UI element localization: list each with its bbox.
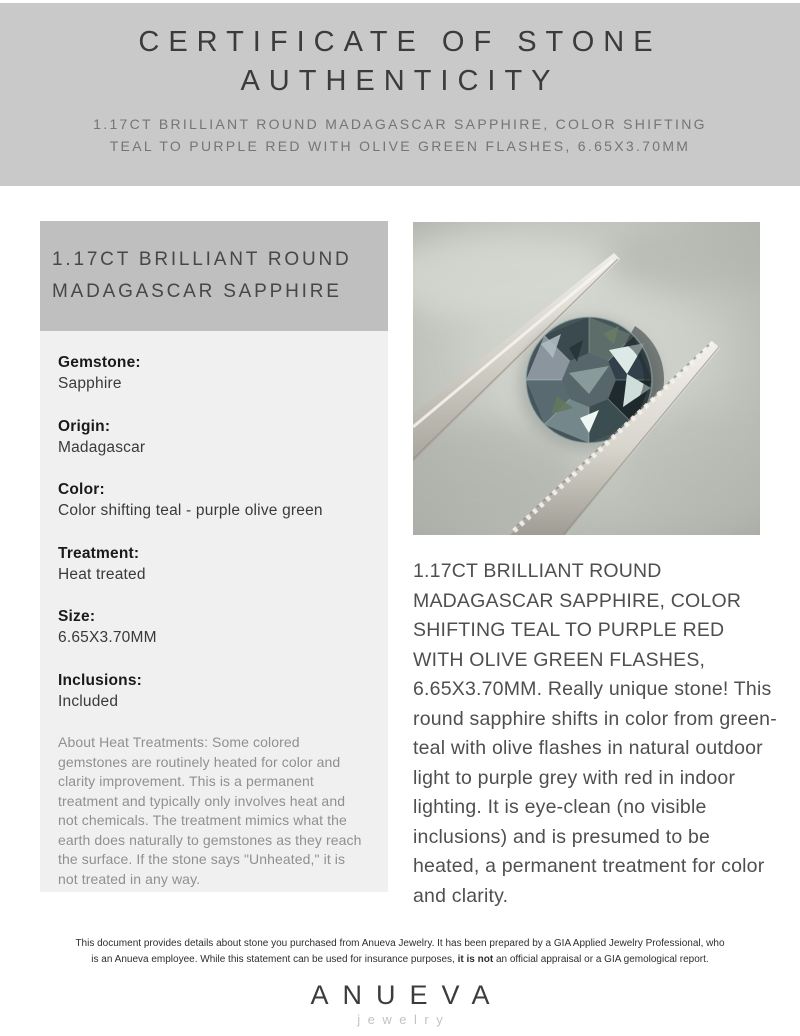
spec-row-gemstone <box>58 352 366 395</box>
spec-row-origin <box>58 416 366 459</box>
spec-label: Size: <box>58 608 96 625</box>
spec-row-size <box>58 606 366 649</box>
disclaimer-text-end: an official appraisal or a GIA gemological report. <box>493 953 709 965</box>
footer-disclaimer <box>74 936 726 967</box>
spec-value: Madagascar <box>58 438 146 456</box>
spec-label: Treatment: <box>58 544 140 562</box>
spec-value: Included <box>58 692 119 710</box>
stone-details-panel <box>40 331 388 892</box>
spec-row-inclusions <box>58 670 366 713</box>
certificate-header <box>0 3 800 186</box>
page-title: CERTIFICATE OF STONE AUTHENTICITY <box>138 26 662 97</box>
spec-label: Color: <box>58 481 105 498</box>
spec-label: Gemstone: <box>58 354 141 371</box>
spec-row-color <box>58 479 366 522</box>
brand-logo-name: ANUEVA <box>310 980 504 1010</box>
heat-treatment-note: About Heat Treatments: Some colored gemstones are routinely heated for color and clarity improvement. This is a permanent treatment and typically only involves heat and not chemicals. The treatment mimics what the earth does naturally to gemstones as they reach the surface. If the stone says "Unheated," it is not treated in any way. <box>58 734 362 887</box>
stone-description: 1.17CT BRILLIANT ROUND MADAGASCAR SAPPHIRE, COLOR SHIFTING TEAL TO PURPLE RED WITH OLIVE GREEN FLASHES, 6.65X3.70MM. Really unique stone! This round sapphire shifts in color from green-teal with olive flashes in natural outdoor light to purple grey with red in indoor lighting. It is eye-clean (no visible inclusions) and is presumed to be heated, a permanent treatment for color and clarity. <box>413 560 777 907</box>
brand-logo <box>0 980 800 1027</box>
stone-title: 1.17CT BRILLIANT ROUND MADAGASCAR SAPPHIRE <box>52 249 352 302</box>
spec-label: Inclusions: <box>58 671 143 689</box>
spec-row-treatment <box>58 543 366 586</box>
disclaimer-text-start: This document provides details about stone you purchased from Anueva Jewelry. It has been prepared by a GIA Applied Jewelry Professional, who is an Anueva employee. While this statement can be used for insurance purposes, <box>75 938 725 965</box>
stone-title-box <box>40 221 388 331</box>
spec-value: Sapphire <box>58 375 122 392</box>
spec-value: 6.65X3.70MM <box>58 629 157 646</box>
brand-logo-tagline: jewelry <box>357 1012 451 1027</box>
disclaimer-text-bold: it is not <box>457 953 494 965</box>
stone-photo <box>413 222 760 535</box>
sapphire-in-tweezers-illustration <box>413 222 760 535</box>
spec-label: Origin: <box>58 417 111 435</box>
spec-value: Heat treated <box>58 565 146 583</box>
spec-value: Color shifting teal - purple olive green <box>58 502 323 519</box>
page-subtitle: 1.17CT BRILLIANT ROUND MADAGASCAR SAPPHIRE, COLOR SHIFTING TEAL TO PURPLE RED WITH OLIVE GREEN FLASHES, 6.65X3.70MM <box>93 116 707 154</box>
